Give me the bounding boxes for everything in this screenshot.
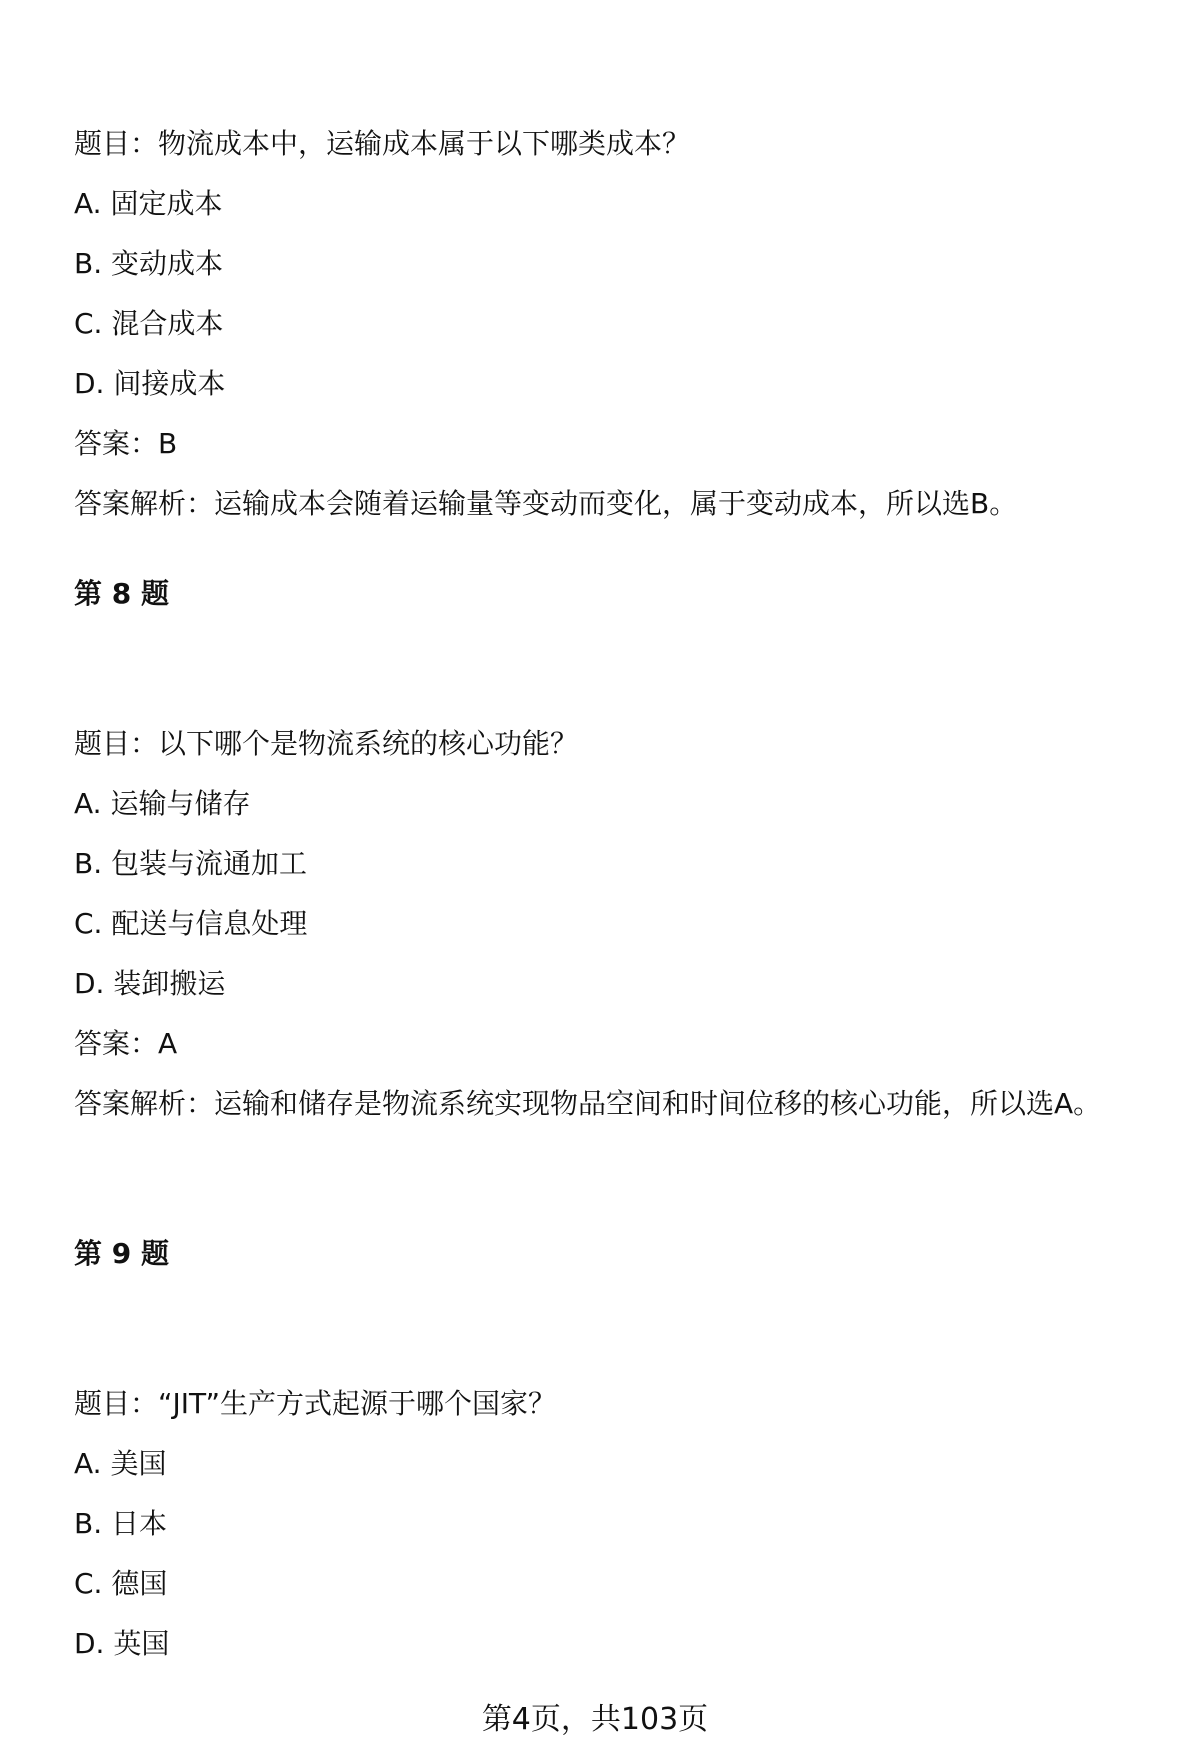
question-9-heading: 第 9 题 <box>74 1237 169 1270</box>
question-9-option-c: C. 德国 <box>74 1567 168 1600</box>
page-number: 第4页，共103页 <box>481 1702 709 1737</box>
question-8-text: 题目：以下哪个是物流系统的核心功能？ <box>74 727 579 760</box>
question-7-explanation: 答案解析：运输成本会随着运输量等变动而变化，属于变动成本，所以选B。 <box>74 487 1018 520</box>
question-9-option-a: A. 美国 <box>74 1447 167 1480</box>
question-8-option-c: C. 配送与信息处理 <box>74 907 308 940</box>
question-8-explanation: 答案解析：运输和储存是物流系统实现物品空间和时间位移的核心功能，所以选A。 <box>74 1087 1102 1120</box>
question-7-answer: 答案：B <box>74 427 178 460</box>
question-7-option-d: D. 间接成本 <box>74 367 226 400</box>
question-7-text: 题目：物流成本中，运输成本属于以下哪类成本？ <box>74 127 691 160</box>
question-9-option-b: B. 日本 <box>74 1507 168 1540</box>
question-7-option-a: A. 固定成本 <box>74 187 223 220</box>
question-9-text: 题目：“JIT”生产方式起源于哪个国家？ <box>74 1387 557 1420</box>
question-8-option-a: A. 运输与储存 <box>74 787 251 820</box>
question-8-answer: 答案：A <box>74 1027 178 1060</box>
question-9-option-d: D. 英国 <box>74 1627 170 1660</box>
question-8-option-b: B. 包装与流通加工 <box>74 847 308 880</box>
question-7-option-c: C. 混合成本 <box>74 307 224 340</box>
question-8-heading: 第 8 题 <box>74 577 169 610</box>
question-8-option-d: D. 装卸搬运 <box>74 967 226 1000</box>
question-7-option-b: B. 变动成本 <box>74 247 224 280</box>
